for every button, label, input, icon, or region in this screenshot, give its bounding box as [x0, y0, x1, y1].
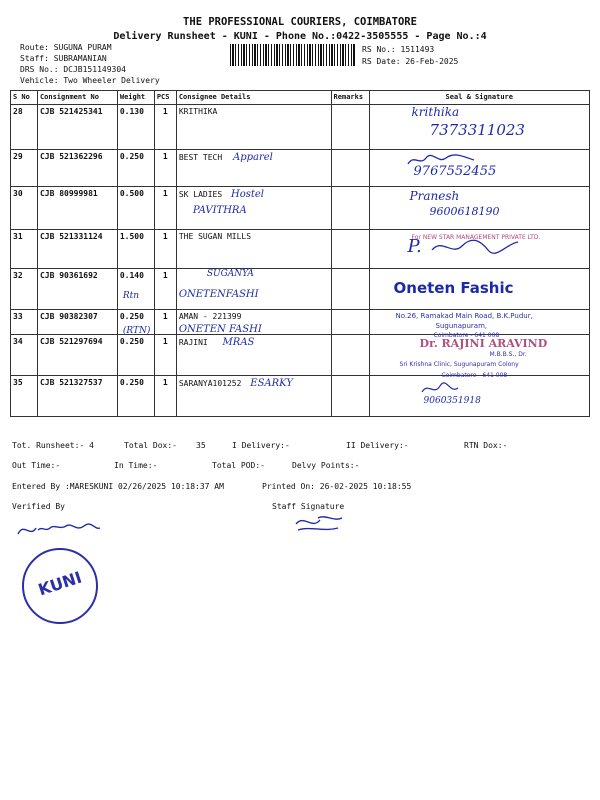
consignee-name: RAJINI	[178, 338, 208, 347]
cell-signature	[369, 230, 589, 269]
cell-consignment: CJB 521327537	[37, 376, 117, 417]
seal-address-1: No.26, Ramakad Main Road, B.K.Pudur,	[395, 312, 533, 320]
cell-sno: 33	[11, 310, 38, 335]
cell-remarks	[331, 335, 369, 376]
ii-delivery-label: II Delivery:-	[346, 441, 409, 450]
tot-runsheet: Tot. Runsheet:- 4	[12, 441, 94, 450]
cell-pcs: 1	[154, 150, 176, 187]
staff-signature-label: Staff Signature	[272, 502, 345, 511]
cell-remarks	[331, 105, 369, 150]
cell-weight: 0.250	[117, 335, 154, 376]
table-row	[11, 269, 590, 310]
consignee-name: SK LADIES	[178, 190, 223, 199]
seal-brand: Oneten Fashic	[393, 279, 514, 297]
table-row	[11, 230, 590, 269]
cell-consignee	[176, 150, 331, 187]
handwritten-note-2: ONETENFASHI	[178, 289, 259, 300]
cell-signature	[369, 335, 589, 376]
cell-sno: 32	[11, 269, 38, 310]
printed-on: Printed On: 26-02-2025 10:18:55	[262, 482, 412, 491]
cell-signature	[369, 372, 589, 417]
phone-handwritten: 7373311023	[429, 121, 525, 139]
staff-label: Staff: SUBRAMANIAN	[20, 54, 107, 63]
cell-sno: 28	[11, 105, 38, 150]
runsheet-table	[10, 90, 590, 417]
cell-pcs: 1	[154, 230, 176, 269]
cell-signature	[369, 310, 589, 339]
kuni-stamp	[22, 548, 98, 624]
cell-sno: 35	[11, 376, 38, 417]
cell-consignee	[176, 335, 331, 376]
cell-remarks	[331, 150, 369, 187]
cell-sno: 31	[11, 230, 38, 269]
verifier-signature	[14, 516, 104, 542]
cell-sno: 34	[11, 335, 38, 376]
seal-company-line: For NEW STAR MANAGEMENT PRIVATE LTD.	[411, 234, 541, 241]
cell-weight: 0.130	[117, 105, 154, 150]
seal-address-3: Coimbatore - 641 008	[433, 332, 500, 339]
rtn-dox-label: RTN Dox:-	[464, 441, 508, 450]
signature-text: krithika	[411, 105, 460, 119]
signature-initial: P.	[407, 236, 422, 257]
phone-handwritten: 9060351918	[423, 396, 481, 406]
col-weight: Weight	[117, 91, 154, 105]
cell-consignee	[176, 376, 331, 417]
seal-address-2: Sugunapuram,	[435, 322, 488, 330]
consignee-name: KRITHIKA	[178, 107, 218, 116]
handwritten-note: ESARKY	[250, 378, 293, 389]
consignee-name: SARANYA101252	[178, 379, 242, 388]
entered-by: Entered By :MARESKUNI 02/26/2025 10:18:37 AM	[12, 482, 224, 491]
runsheet-title: Delivery Runsheet - KUNI - Phone No.:0422-3505555 - Page No.:4	[113, 31, 487, 42]
cell-remarks	[331, 187, 369, 230]
cell-consignment: CJB 521297694	[37, 335, 117, 376]
cell-signature	[369, 105, 589, 150]
cell-pcs: 1	[154, 376, 176, 417]
col-seal: Seal & Signature	[369, 91, 589, 105]
i-delivery-label: I Delivery:-	[232, 441, 290, 450]
cell-consignment: CJB 90382307	[37, 310, 117, 335]
cell-pcs: 1	[154, 105, 176, 150]
cell-pcs: 1	[154, 310, 176, 335]
return-mark: Rtn	[122, 291, 140, 301]
cell-remarks	[331, 376, 369, 417]
vehicle-label: Vehicle: Two Wheeler Delivery	[20, 76, 160, 85]
cell-weight: 0.250	[117, 376, 154, 417]
col-remarks: Remarks	[331, 91, 369, 105]
cell-weight: 0.140	[117, 269, 154, 310]
delvy-points-label: Delvy Points:-	[292, 461, 360, 470]
clinic-city-seal: Coimbatore - 641 008	[441, 372, 508, 379]
rs-date-label: RS Date: 26-Feb-2025	[362, 57, 459, 66]
cell-signature	[369, 187, 589, 230]
col-consignee: Consignee Details	[176, 91, 331, 105]
total-pod-label: Total POD:-	[212, 461, 265, 470]
cell-remarks	[331, 269, 369, 310]
total-dox-value: 35	[196, 441, 206, 450]
cell-signature	[369, 150, 589, 187]
barcode-image	[230, 44, 356, 66]
handwritten-note: SUGANYA	[206, 269, 254, 279]
table-row	[11, 335, 590, 376]
table-row	[11, 310, 590, 335]
cell-pcs: 1	[154, 335, 176, 376]
handwritten-note: MRAS	[222, 337, 255, 348]
cell-remarks	[331, 230, 369, 269]
cell-consignee	[176, 187, 331, 230]
col-sno: S No	[11, 91, 38, 105]
handwritten-note: ONETEN FASHI	[178, 324, 262, 335]
handwritten-note: Apparel	[233, 152, 273, 163]
cell-sno: 30	[11, 187, 38, 230]
cell-consignment: CJB 521331124	[37, 230, 117, 269]
company-title: THE PROFESSIONAL COURIERS, COIMBATORE	[183, 16, 417, 28]
table-header-row	[11, 91, 590, 105]
stamp-text: KUNI	[35, 567, 85, 600]
doctor-seal: Dr. RAJINI ARAVIND	[419, 337, 548, 350]
drs-label: DRS No.: DCJB151149304	[20, 65, 126, 74]
table-row	[11, 150, 590, 187]
cell-weight: 0.250	[117, 310, 154, 335]
handwritten-note-2: PAVITHRA	[192, 205, 247, 216]
consignee-name: BEST TECH	[178, 153, 223, 162]
table-row	[11, 105, 590, 150]
cell-weight: 0.250	[117, 150, 154, 187]
clinic-seal: Sri Krishna Clinic, Sugunapuram Colony	[399, 361, 519, 368]
table-row	[11, 187, 590, 230]
cell-consignment: CJB 90361692	[37, 269, 117, 310]
staff-signature	[290, 510, 350, 536]
verified-by-label: Verified By	[12, 502, 65, 511]
cell-consignment: CJB 521362296	[37, 150, 117, 187]
signature-scribble	[430, 238, 520, 258]
consignee-name: THE SUGAN MILLS	[178, 232, 252, 241]
phone-handwritten: 9767552455	[413, 164, 497, 179]
out-time-label: Out Time:-	[12, 461, 61, 470]
route-label: Route: SUGUNA PURAM	[20, 43, 112, 52]
rs-no-label: RS No.: 1511493	[362, 45, 435, 54]
in-time-label: In Time:-	[114, 461, 158, 470]
doctor-seal-sub: M.B.B.S., Dr.	[489, 351, 527, 358]
cell-pcs: 1	[154, 269, 176, 310]
cell-weight: 0.500	[117, 187, 154, 230]
return-mark: (RTN)	[122, 326, 151, 336]
cell-sno: 29	[11, 150, 38, 187]
consignee-name: AMAN - 221399	[178, 312, 242, 321]
cell-pcs: 1	[154, 187, 176, 230]
cell-consignee	[176, 230, 331, 269]
cell-signature	[369, 269, 589, 310]
table-row	[11, 376, 590, 417]
phone-handwritten: 9600618190	[429, 205, 500, 218]
total-dox-label: Total Dox:-	[124, 441, 177, 450]
handwritten-note: Hostel	[231, 189, 265, 200]
cell-consignment: CJB 521425341	[37, 105, 117, 150]
cell-remarks	[331, 310, 369, 335]
col-consignment: Consignment No	[37, 91, 117, 105]
col-pcs: PCS	[154, 91, 176, 105]
signature-text: Pranesh	[409, 189, 460, 203]
cell-consignment: CJB 80999981	[37, 187, 117, 230]
cell-consignee	[176, 105, 331, 150]
cell-weight: 1.500	[117, 230, 154, 269]
signature-scribble	[420, 382, 460, 396]
